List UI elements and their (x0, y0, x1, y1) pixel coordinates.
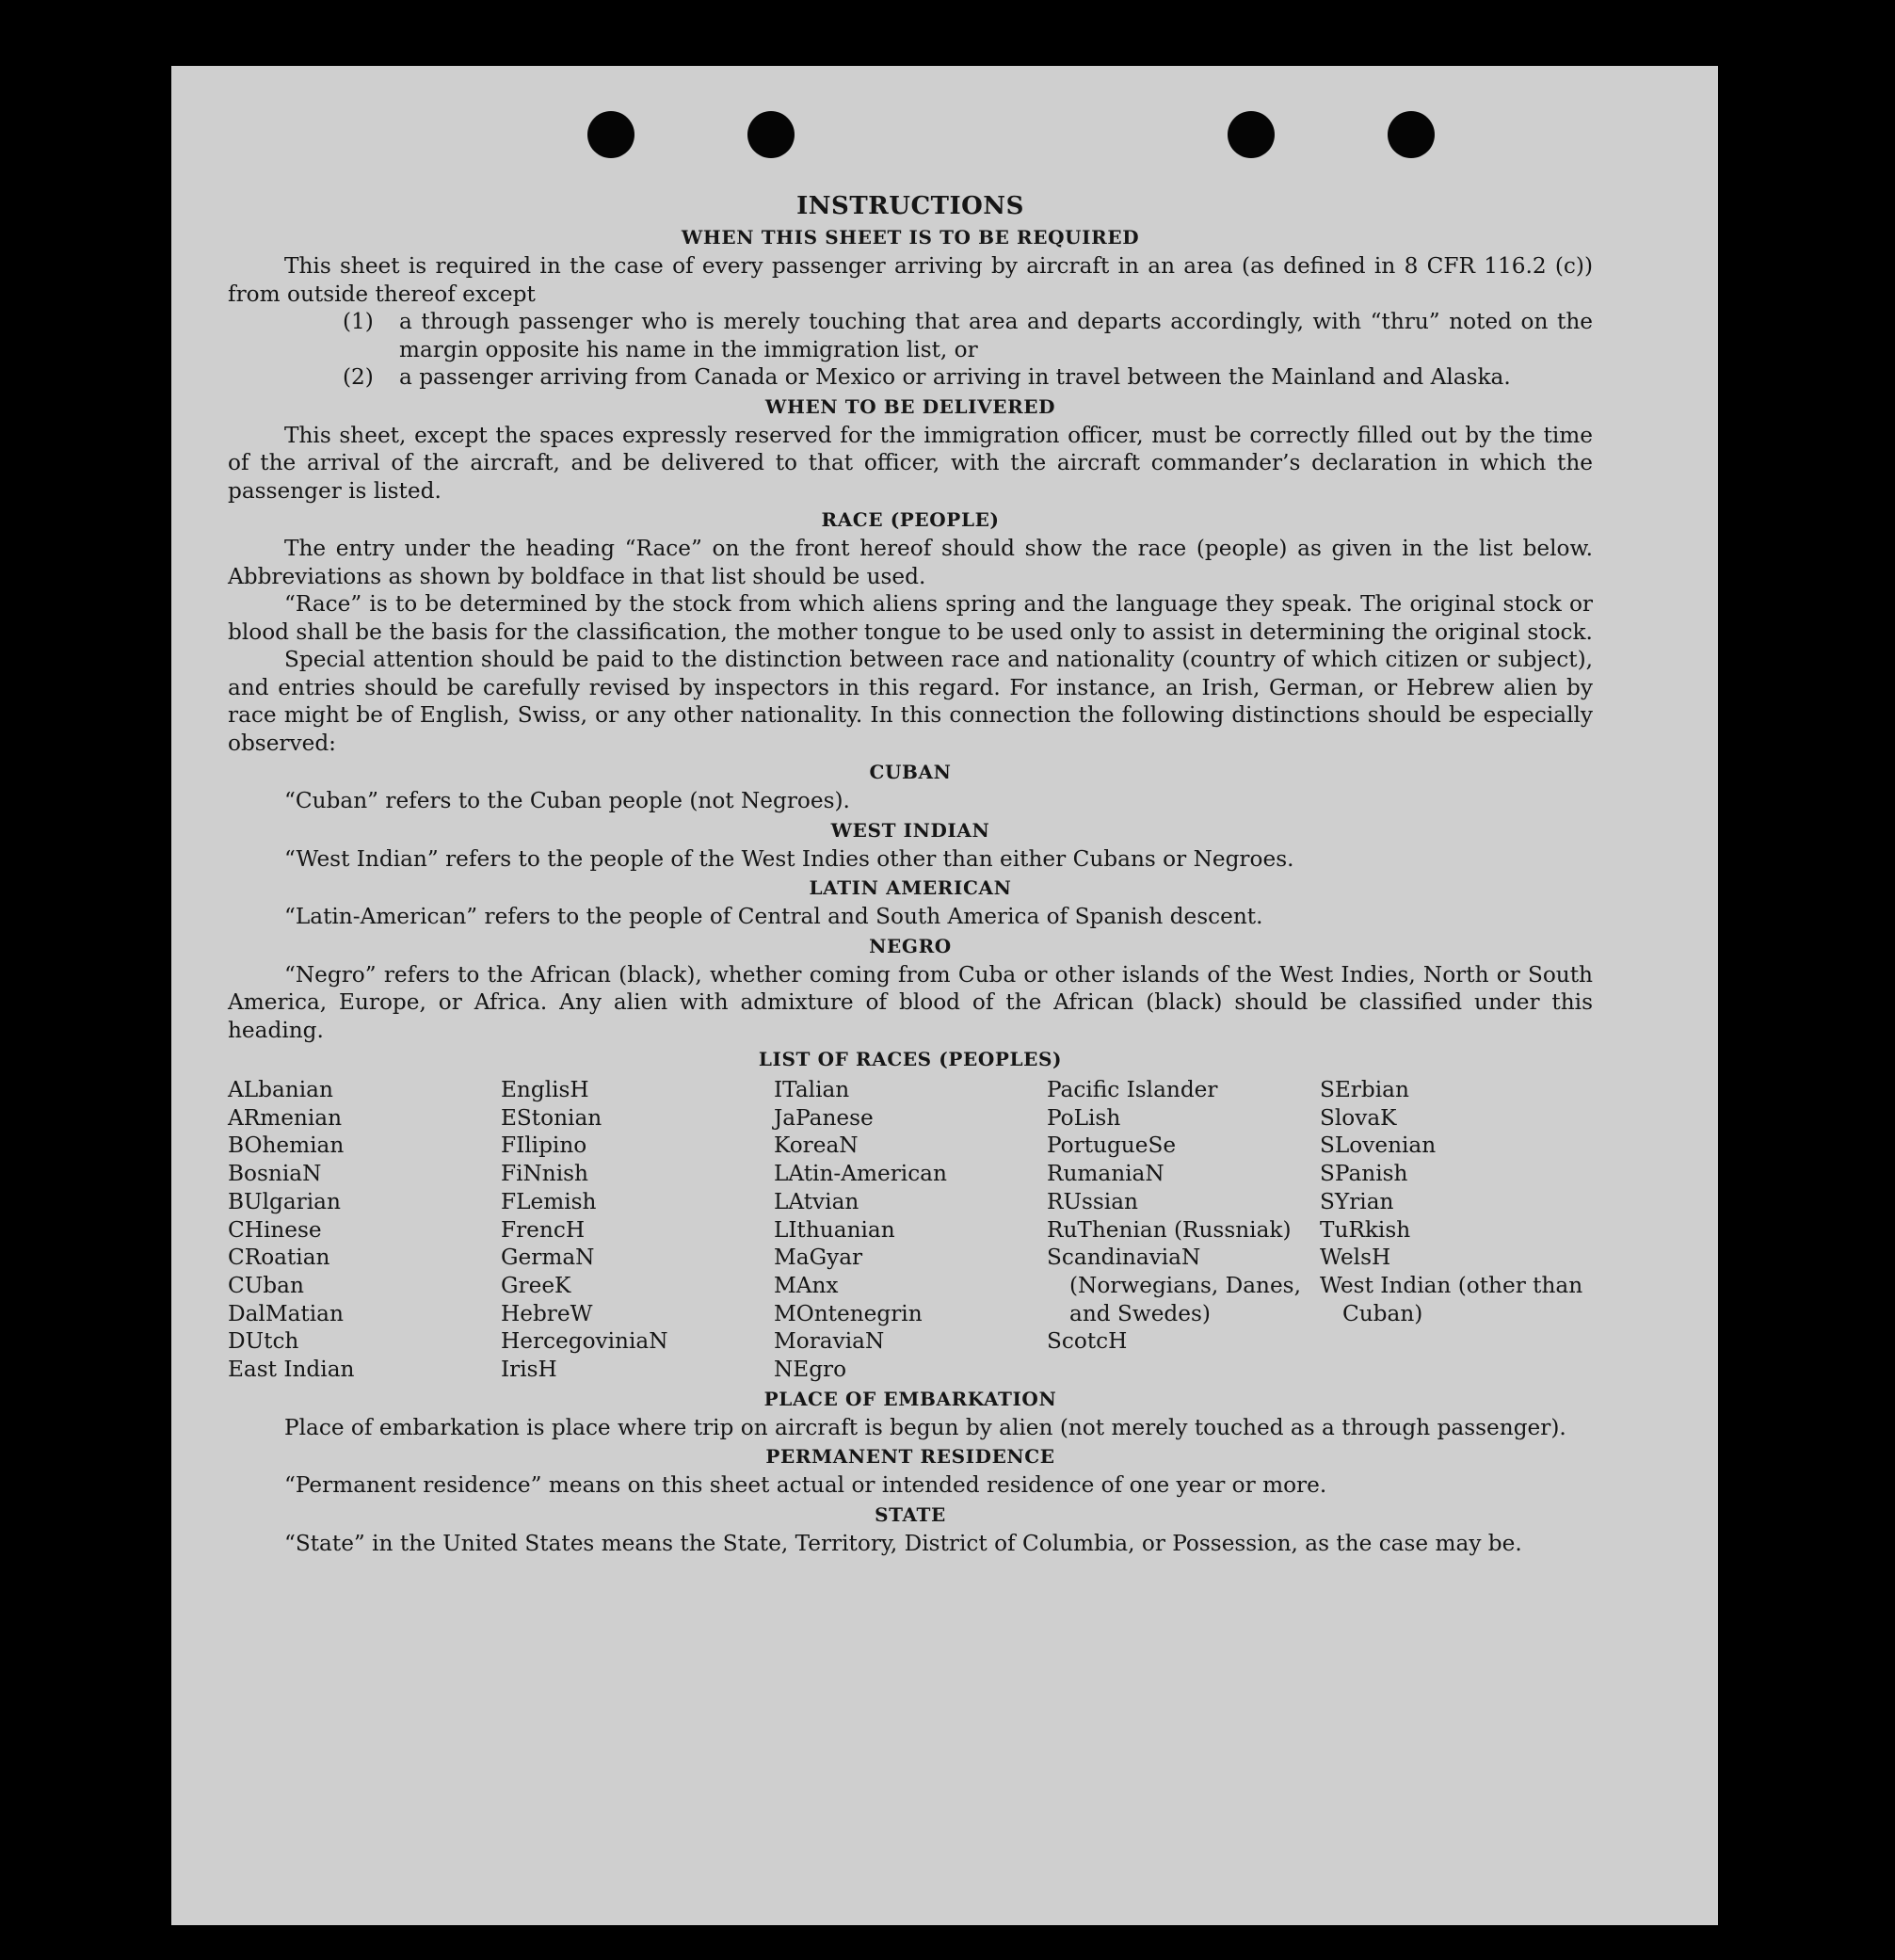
page-title: INSTRUCTIONS (796, 192, 1024, 220)
section-heading-embarkation: PLACE OF EMBARKATION (763, 1387, 1057, 1410)
race-item: KoreaN (774, 1133, 859, 1159)
required-intro: This sheet is required in the case of every passenger arriving by aircraft in an area (as defined in 8 CFR 116.2 (c)) from outside thereof except (228, 253, 1593, 307)
race-item: DUtch (228, 1328, 299, 1355)
race-column (1047, 1076, 1320, 1384)
punch-hole (587, 111, 634, 158)
race-item: Pacific Islander (1047, 1077, 1218, 1102)
race-paragraph: Special attention should be paid to the distinction between race and nationality (country of which citizen or subject), and entries should be carefully revised by inspectors in this regard. For instance, an Irish, German, or Hebrew alien by race might be of English, Swiss, or any other nationality. In this connection the following distinctions should be especially observed: (228, 647, 1593, 756)
exception-text: a through passenger who is merely touching that area and departs accordingly, with “thru” noted on the margin opposite his name in the immigration list, or (399, 309, 1593, 362)
race-item: CHinese (228, 1216, 322, 1243)
race-item: EStonian (501, 1104, 602, 1131)
exception-item (343, 363, 1593, 392)
section-heading-delivered: WHEN TO BE DELIVERED (764, 394, 1056, 418)
race-item: East Indian (228, 1357, 355, 1383)
punch-hole (1228, 111, 1275, 158)
race-item: SlovaK (1320, 1104, 1397, 1131)
cuban-text: “Cuban” refers to the Cuban people (not Negroes). (284, 788, 850, 813)
race-item: MoraviaN (774, 1328, 885, 1355)
race-item: FIlipino (501, 1133, 587, 1159)
race-item: PoLish (1047, 1104, 1121, 1131)
race-item: SErbian (1320, 1077, 1409, 1102)
exception-item (343, 308, 1593, 363)
instructions-content (228, 192, 1593, 1557)
west-indian-text: “West Indian” refers to the people of the West Indies other than either Cubans or Negroes. (284, 845, 1294, 872)
race-item: RUssian (1047, 1188, 1138, 1214)
race-item: JaPanese (774, 1104, 874, 1131)
race-item: ALbanian (228, 1077, 333, 1102)
section-heading-negro: NEGRO (869, 934, 952, 957)
race-item: MAnx (774, 1272, 839, 1298)
race-item: BOhemian (228, 1133, 345, 1159)
race-item: LAtvian (774, 1188, 859, 1214)
race-item: ARmenian (228, 1104, 343, 1131)
race-item: MaGyar (774, 1245, 863, 1271)
race-item: ScandinaviaN (Norwegians, Danes, and Swedes) (1047, 1245, 1301, 1326)
race-item: HebreW (501, 1300, 593, 1326)
race-item: CUban (228, 1272, 304, 1298)
race-column (1320, 1076, 1593, 1384)
race-paragraph: “Race” is to be determined by the stock from which aliens spring and the language they speak. The original stock or blood shall be the basis for the classification, the mother tongue to be used only to assist in determining the original stock. (228, 591, 1593, 645)
section-heading-race: RACE (PEOPLE) (821, 508, 1000, 531)
race-item: BUlgarian (228, 1188, 341, 1214)
race-item: DalMatian (228, 1300, 344, 1326)
race-column (228, 1076, 501, 1384)
race-item: LAtin-American (774, 1161, 947, 1187)
punch-hole (1388, 111, 1435, 158)
race-item: RuThenian (Russniak) (1047, 1216, 1292, 1243)
race-item: MOntenegrin (774, 1300, 923, 1326)
section-heading-west-indian: WEST INDIAN (830, 818, 990, 842)
race-item: CRoatian (228, 1245, 330, 1271)
race-item: FrencH (501, 1216, 586, 1243)
section-heading-cuban: CUBAN (869, 761, 952, 783)
negro-text: “Negro” refers to the African (black), whether coming from Cuba or other islands of the West Indies, North or South America, Europe, or Africa. Any alien with admixture of blood of the African (black) should be classified under this heading. (228, 961, 1593, 1043)
race-paragraph: The entry under the heading “Race” on the front hereof should show the race (people) as given in the list below. Abbreviations as shown by boldface in that list should be used. (228, 536, 1593, 589)
race-column (501, 1076, 774, 1384)
delivered-text: This sheet, except the spaces expressly reserved for the immigration officer, must be correctly filled out by the time of the arrival of the aircraft, and be delivered to that officer, with the aircraft commander’s declaration in which the passenger is listed. (228, 422, 1593, 504)
race-item: FiNnish (501, 1161, 588, 1187)
race-item: NEgro (774, 1357, 847, 1383)
race-item: GermaN (501, 1245, 595, 1271)
race-item: WelsH (1320, 1245, 1391, 1271)
embarkation-text: Place of embarkation is place where trip on aircraft is begun by alien (not merely touched as a through passenger). (284, 1414, 1566, 1440)
race-column (774, 1076, 1047, 1384)
residence-text: “Permanent residence” means on this sheet actual or intended residence of one year or more. (284, 1472, 1327, 1499)
race-item: IrisH (501, 1357, 557, 1383)
race-item: PortugueSe (1047, 1133, 1177, 1159)
state-text: “State” in the United States means the State, Territory, District of Columbia, or Possession, as the case may be. (284, 1530, 1522, 1556)
section-heading-state: STATE (875, 1502, 946, 1526)
race-item: ITalian (774, 1077, 850, 1102)
race-item: LIthuanian (774, 1216, 895, 1243)
section-heading-latin-american: LATIN AMERICAN (809, 876, 1012, 899)
race-item: GreeK (501, 1272, 571, 1298)
race-item: HercegoviniaN (501, 1328, 668, 1355)
race-item: ScotcH (1047, 1328, 1128, 1355)
race-item: BosniaN (228, 1161, 322, 1187)
race-item: RumaniaN (1047, 1161, 1164, 1187)
latin-american-text: “Latin-American” refers to the people of Central and South America of Spanish descent. (284, 904, 1263, 929)
race-item: SPanish (1320, 1161, 1408, 1187)
punch-hole (747, 111, 795, 158)
section-heading-residence: PERMANENT RESIDENCE (765, 1445, 1055, 1469)
race-item: West Indian (other than Cuban) (1320, 1272, 1583, 1326)
document-sheet (171, 66, 1718, 1925)
race-item: FLemish (501, 1188, 597, 1214)
section-heading-list-of-races: LIST OF RACES (PEOPLES) (758, 1048, 1063, 1070)
race-item: SYrian (1320, 1188, 1394, 1214)
race-item: EnglisH (501, 1077, 589, 1102)
race-item: SLovenian (1320, 1133, 1437, 1159)
race-list (228, 1076, 1593, 1384)
exception-number: (2) (343, 364, 374, 390)
exception-text: a passenger arriving from Canada or Mexico or arriving in travel between the Mainland and Alaska. (399, 364, 1511, 390)
exception-number: (1) (343, 309, 374, 334)
section-heading-required: WHEN THIS SHEET IS TO BE REQUIRED (681, 226, 1140, 249)
race-item: TuRkish (1320, 1216, 1411, 1243)
